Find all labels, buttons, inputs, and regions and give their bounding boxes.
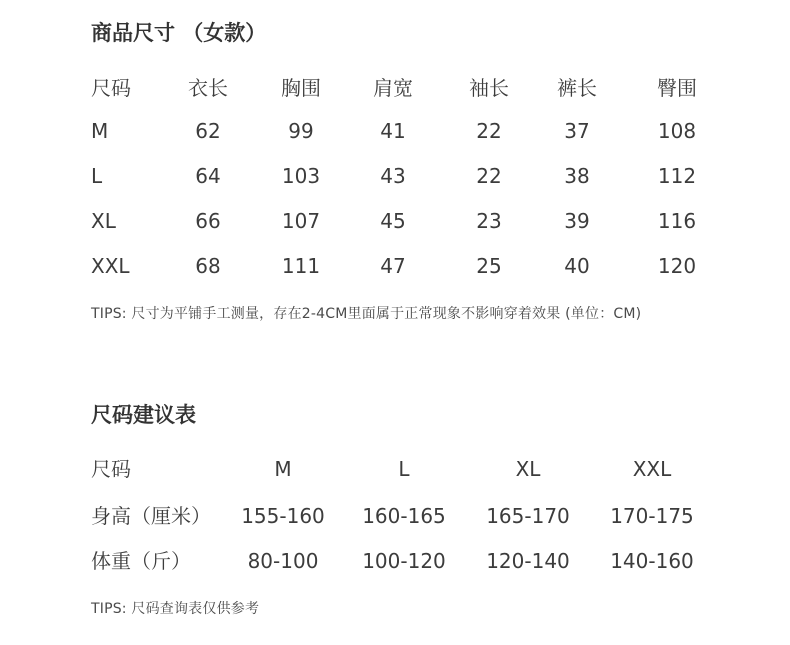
size-table-cell: 25 — [476, 254, 502, 278]
size-table-cell: 45 — [380, 209, 406, 233]
size-table-cell: XXL — [91, 254, 130, 278]
size-table-cell: 43 — [380, 164, 406, 188]
recommend-table-cell: 165-170 — [486, 504, 570, 528]
recommend-table-header-cell: 尺码 — [91, 457, 131, 481]
recommend-table-cell: 160-165 — [362, 504, 446, 528]
recommend-table-header-cell: XL — [515, 457, 541, 481]
recommend-table-cell: 身高（厘米） — [91, 504, 211, 528]
size-table-cell: 47 — [380, 254, 406, 278]
size-table-cell: 120 — [657, 254, 697, 278]
size-table-cell: 22 — [476, 164, 502, 188]
size-table-cell: 23 — [476, 209, 502, 233]
size-table-row — [0, 161, 790, 191]
size-table-cell: 116 — [657, 209, 697, 233]
size-table-cell: XL — [91, 209, 116, 233]
size-table-header-cell: 衣长 — [188, 76, 228, 100]
size-table-header-cell: 袖长 — [469, 76, 509, 100]
size-table-header-cell: 臀围 — [657, 76, 697, 100]
size-table-header-cell: 尺码 — [91, 76, 131, 100]
size-table-header-cell: 裤长 — [557, 76, 597, 100]
size-table-row — [0, 206, 790, 236]
size-table-cell: 40 — [564, 254, 590, 278]
recommend-chart-tips: TIPS: 尺码查询表仅供参考 — [91, 601, 260, 617]
size-table-cell: 111 — [281, 254, 321, 278]
size-table-cell: 38 — [564, 164, 590, 188]
recommend-table-cell: 170-175 — [610, 504, 694, 528]
size-table-cell: 62 — [195, 119, 221, 143]
recommend-table-row — [0, 501, 790, 531]
size-table-cell: 107 — [281, 209, 321, 233]
size-table-cell: 108 — [657, 119, 697, 143]
recommend-table-header-cell: XXL — [632, 457, 672, 481]
size-chart-tips: TIPS: 尺寸为平铺手工测量，存在2-4CM里面属于正常现象不影响穿着效果 (单位：CM) — [91, 306, 642, 322]
size-chart-title: 商品尺寸 （女款） — [91, 21, 267, 45]
size-table-cell: 37 — [564, 119, 590, 143]
recommend-table-row — [0, 546, 790, 576]
size-table-header-cell: 胸围 — [281, 76, 321, 100]
recommend-table-header-row — [0, 454, 790, 484]
size-table-header-cell: 肩宽 — [373, 76, 413, 100]
size-table-cell: 68 — [195, 254, 221, 278]
recommend-table-cell: 80-100 — [247, 549, 319, 573]
recommend-table-cell: 155-160 — [241, 504, 325, 528]
size-table-row — [0, 116, 790, 146]
recommend-table-header-cell: M — [274, 457, 292, 481]
recommend-chart-title: 尺码建议表 — [91, 403, 196, 427]
size-table-cell: 66 — [195, 209, 221, 233]
size-table-cell: 64 — [195, 164, 221, 188]
recommend-table-cell: 体重（斤） — [91, 549, 191, 573]
size-table-cell: 41 — [380, 119, 406, 143]
size-table-cell: 112 — [657, 164, 697, 188]
size-table-row — [0, 251, 790, 281]
size-table-header-row — [0, 73, 790, 103]
size-table-cell: L — [91, 164, 103, 188]
size-table-cell: 22 — [476, 119, 502, 143]
recommend-table-cell: 120-140 — [486, 549, 570, 573]
size-table-cell: 99 — [288, 119, 314, 143]
recommend-table-header-cell: L — [398, 457, 410, 481]
recommend-table-cell: 100-120 — [362, 549, 446, 573]
size-table-cell: M — [91, 119, 109, 143]
size-table-cell: 39 — [564, 209, 590, 233]
size-table-cell: 103 — [281, 164, 321, 188]
recommend-table-cell: 140-160 — [610, 549, 694, 573]
